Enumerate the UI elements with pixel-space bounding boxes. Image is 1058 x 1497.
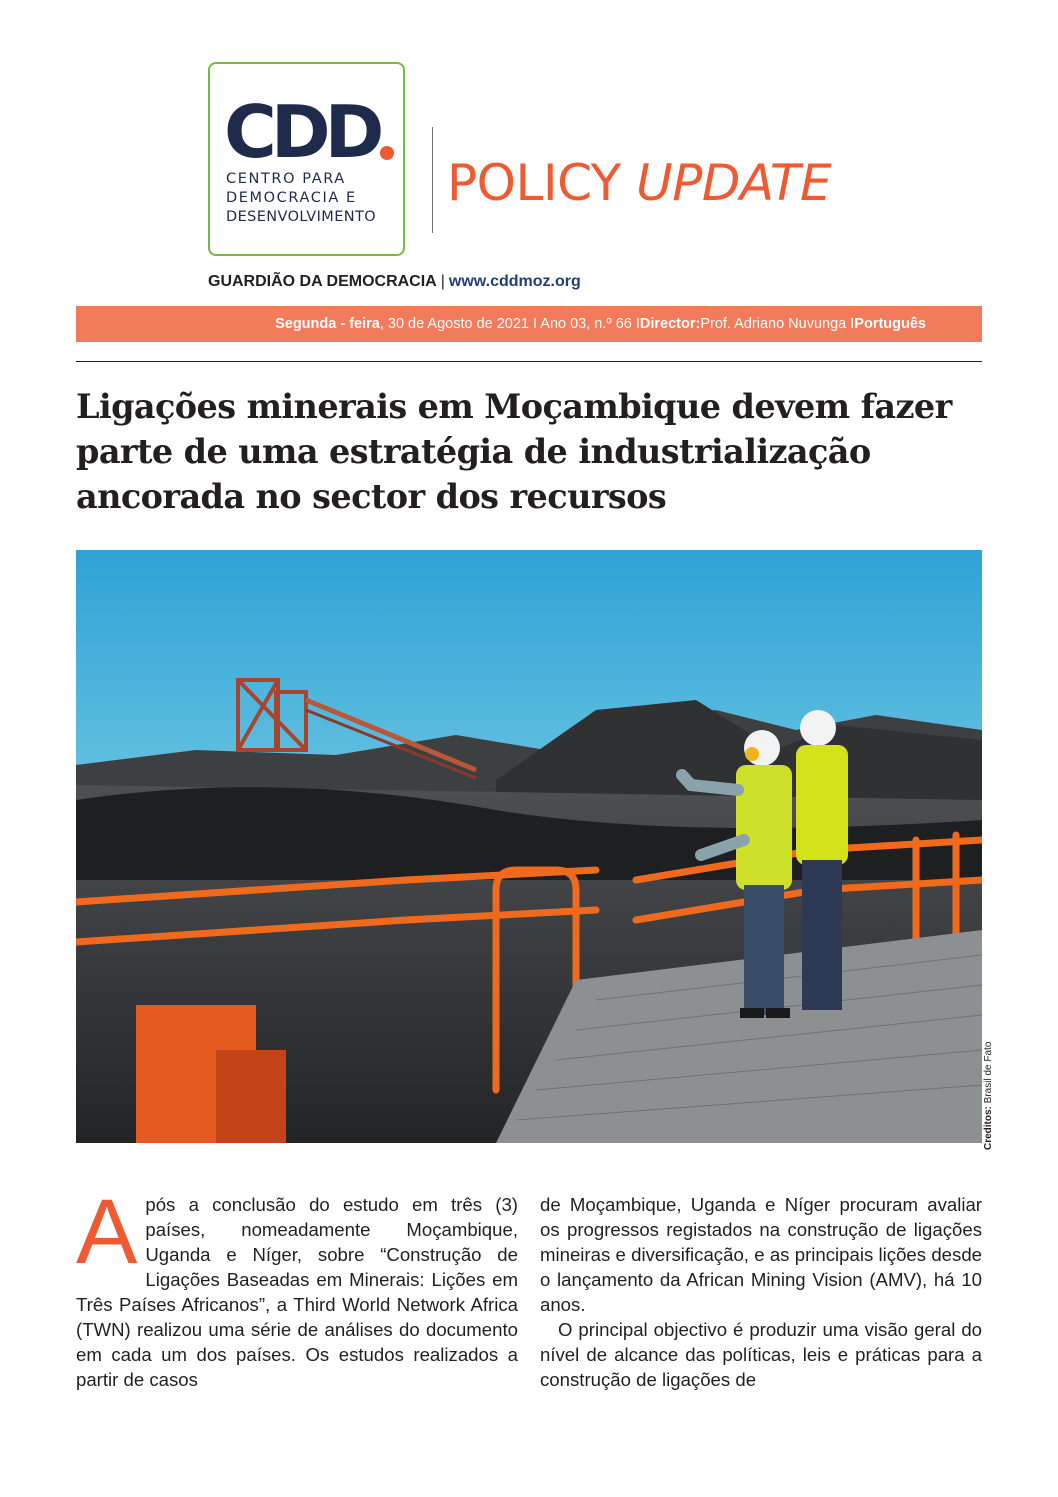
cdd-logo — [208, 62, 405, 256]
article-photo — [76, 550, 982, 1143]
tagline-text: GUARDIÃO DA DEMOCRACIA — [208, 273, 437, 290]
body-column-right — [540, 1192, 982, 1392]
tagline-separator: | — [440, 273, 445, 290]
photo-credit — [983, 1030, 999, 1150]
dateline-bar — [76, 306, 982, 342]
logo-mark: CDD — [224, 90, 379, 174]
publication-title — [447, 154, 832, 212]
drop-cap: A — [76, 1181, 138, 1283]
photo-credit-value: Brasil de Fato — [983, 1041, 994, 1107]
logo-subtitle-line2: DEMOCRACIA E — [226, 190, 357, 206]
masthead-divider — [432, 127, 433, 233]
logo-subtitle-line1: CENTRO PARA — [226, 171, 346, 187]
body-paragraph — [76, 1181, 518, 1392]
publication-title-regular: POLICY — [447, 154, 621, 212]
dateline-director-label: Director: — [639, 316, 701, 332]
dateline-language: Português — [854, 316, 926, 332]
dateline-date: , 30 de Agosto de 2021 I Ano 03, n.º 66 I — [379, 316, 640, 332]
logo-subtitle-line3: DESENVOLVIMENTO — [226, 209, 377, 225]
website-link[interactable]: www.cddmoz.org — [448, 273, 581, 290]
mine-scene-illustration — [76, 550, 982, 1143]
left-paragraph-text: pós a conclusão do estudo em três (3) países, nomeadamente Moçambique, Uganda e Níger, sobre “Construção de Ligações Baseadas em Minerais: Lições em Três Países Africanos”, a Third World Network Africa (TWN) realizou uma série de análises do documento em cada um dos países. Os estudos realizados a partir de casos — [76, 1194, 518, 1390]
dateline-director-name: Prof. Adriano Nuvunga I — [700, 316, 855, 332]
logo-dot — [380, 146, 394, 160]
publication-title-italic: UPDATE — [636, 154, 832, 212]
body-paragraph: O principal objectivo é produzir uma visão geral do nível de alcance das políticas, leis e práticas para a construção de ligações de — [540, 1319, 982, 1390]
body-paragraph: de Moçambique, Uganda e Níger procuram avaliar os progressos registados na construção de ligações mineiras e diversificação, e as principais lições desde o lançamento da African Mining Vision (AMV), há 10 anos. — [540, 1194, 982, 1315]
tagline — [208, 273, 581, 291]
header-rule — [76, 361, 982, 362]
dateline-weekday: Segunda - feira — [275, 316, 380, 332]
body-column-left — [76, 1181, 518, 1392]
photo-credit-label: Creditos: — [983, 1106, 994, 1150]
article-headline: Ligações minerais em Moçambique devem fazer parte de uma estratégia de industrialização ancorada no sector dos recursos — [76, 387, 952, 516]
